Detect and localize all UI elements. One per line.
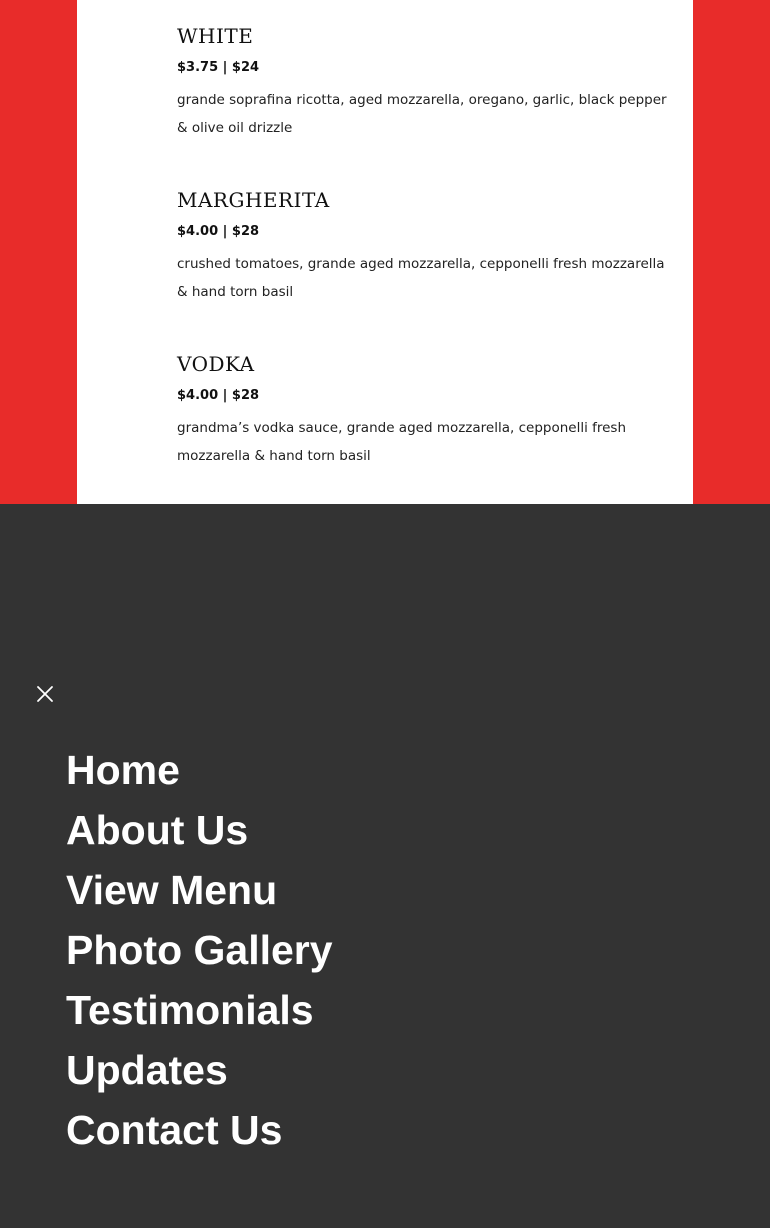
close-icon[interactable] bbox=[31, 680, 59, 708]
menu-item-price: $4.00 | $28 bbox=[177, 388, 260, 403]
menu-item-description: grandma’s vodka sauce, grande aged mozzarella, cepponelli fresh mozzarella & hand torn basil bbox=[177, 420, 627, 464]
menu-item-name: VODKA bbox=[177, 352, 255, 376]
red-background-band bbox=[0, 0, 770, 504]
nav-link-contact-us[interactable]: Contact Us bbox=[66, 1107, 283, 1153]
navigation-overlay bbox=[0, 504, 770, 1228]
nav-item-home bbox=[66, 740, 333, 800]
nav-link-testimonials[interactable]: Testimonials bbox=[66, 987, 314, 1033]
menu-item-vodka bbox=[177, 352, 667, 470]
nav-item-contact-us bbox=[66, 1100, 333, 1160]
menu-item-description: crushed tomatoes, grande aged mozzarella, cepponelli fresh mozzarella & hand torn basil bbox=[177, 256, 665, 300]
nav-link-view-menu[interactable]: View Menu bbox=[66, 867, 278, 913]
menu-item-white bbox=[177, 24, 667, 142]
menu-item-description: grande soprafina ricotta, aged mozzarella, oregano, garlic, black pepper & olive oil drizzle bbox=[177, 92, 667, 136]
menu-item-name: WHITE bbox=[177, 24, 254, 48]
nav-menu bbox=[66, 740, 333, 1160]
nav-item-testimonials bbox=[66, 980, 333, 1040]
nav-link-photo-gallery[interactable]: Photo Gallery bbox=[66, 927, 333, 973]
nav-item-about-us bbox=[66, 800, 333, 860]
menu-item-margherita bbox=[177, 188, 667, 306]
nav-item-photo-gallery bbox=[66, 920, 333, 980]
nav-link-about-us[interactable]: About Us bbox=[66, 807, 249, 853]
nav-link-updates[interactable]: Updates bbox=[66, 1047, 228, 1093]
nav-item-view-menu bbox=[66, 860, 333, 920]
menu-item-price: $4.00 | $28 bbox=[177, 224, 260, 239]
close-button[interactable] bbox=[31, 680, 59, 708]
menu-item-price: $3.75 | $24 bbox=[177, 60, 260, 75]
nav-link-home[interactable]: Home bbox=[66, 747, 180, 793]
nav-item-updates bbox=[66, 1040, 333, 1100]
menu-item-name: MARGHERITA bbox=[177, 188, 330, 212]
menu-card bbox=[77, 0, 693, 504]
